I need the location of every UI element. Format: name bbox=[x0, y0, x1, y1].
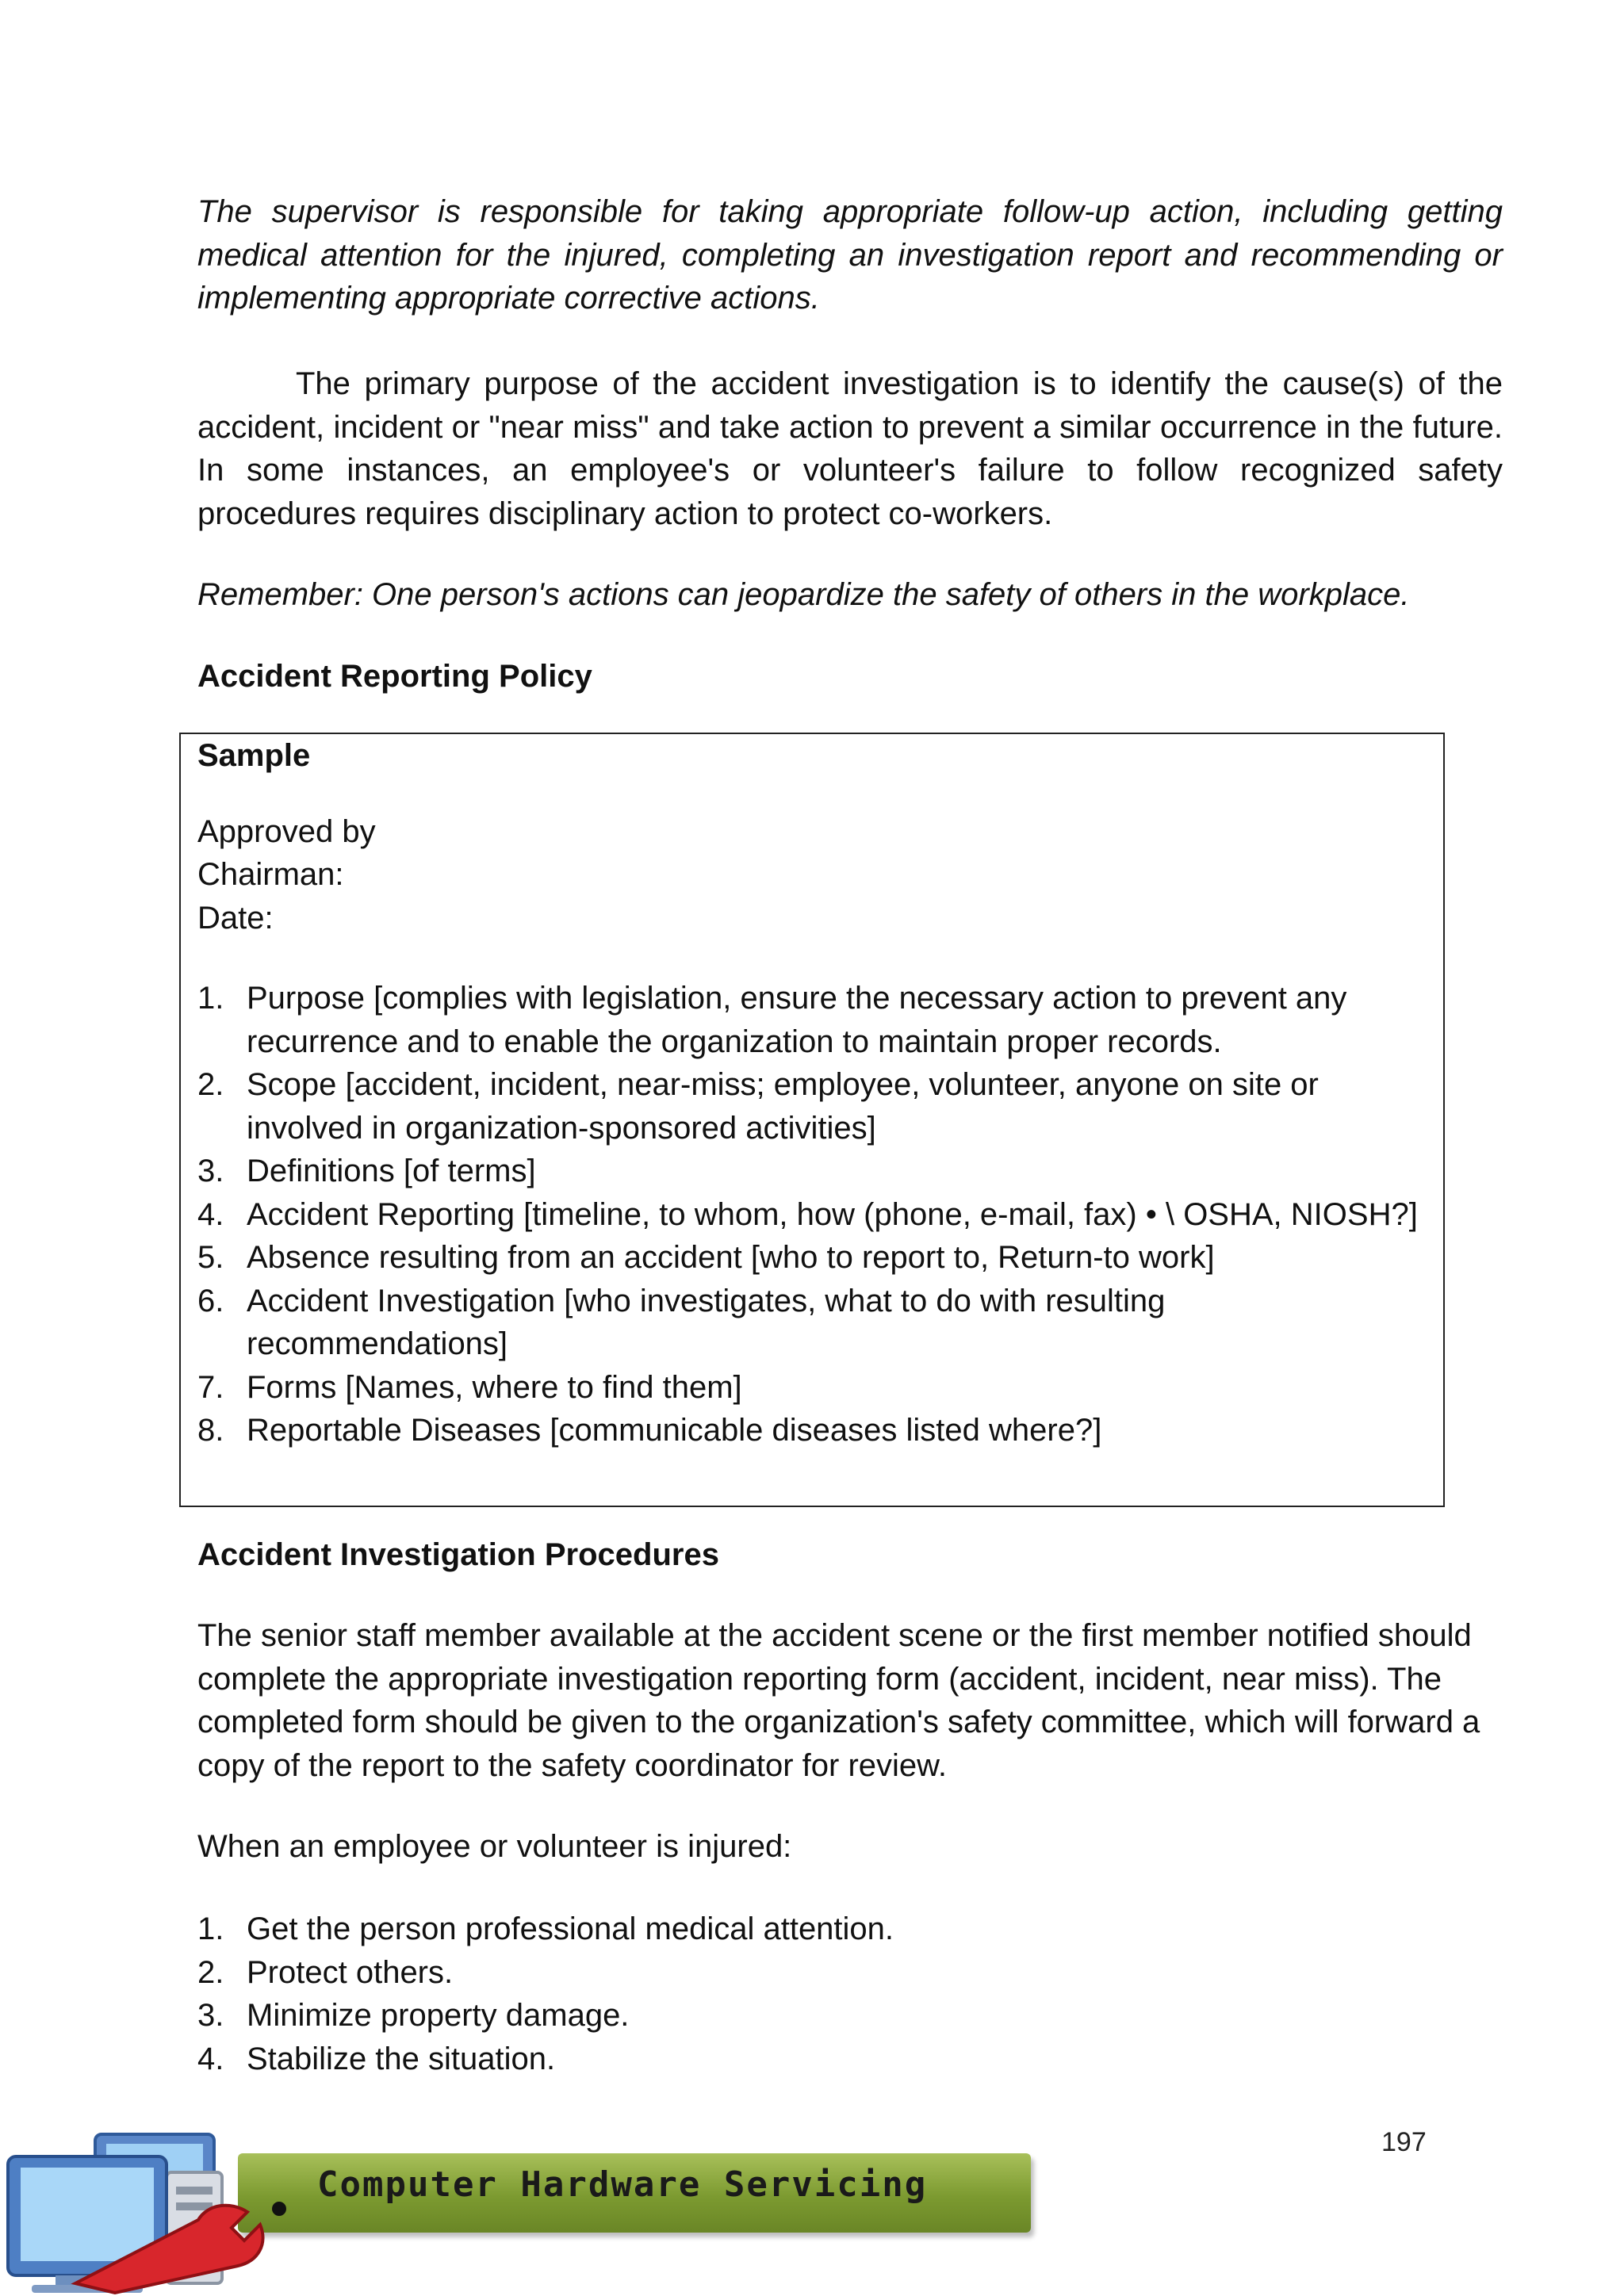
injured-intro: When an employee or volunteer is injured: bbox=[197, 1829, 792, 1864]
approved-by-label: Approved by bbox=[197, 813, 376, 849]
list-item: 6. Accident Investigation [who investigates, what to do with resulting recommendations] bbox=[197, 1283, 1166, 1361]
list-item: 2. Protect others. bbox=[197, 1954, 454, 1990]
date-label: Date: bbox=[197, 900, 274, 936]
intro-paragraph: The supervisor is responsible for taking appropriate follow-up action, including getting medical attention for the injured, completing an investigation report and recommending or implementing appropriate corrective actions. bbox=[197, 194, 1503, 316]
procedures-paragraph: The senior staff member available at the accident scene or the first member notified should complete the appropriate investigation reporting form (accident, incident, near miss). The completed form should be given to the organization's safety committee, which will forward a copy of the report to the safety coordinator for review. bbox=[197, 1618, 1480, 1783]
footer-title: Computer Hardware Servicing bbox=[317, 2164, 928, 2205]
list-item: 1. Get the person professional medical attention. bbox=[197, 1911, 894, 1946]
page-number: 197 bbox=[1381, 2127, 1427, 2157]
sample-policy-box bbox=[179, 733, 1445, 1507]
injured-steps-list bbox=[197, 1908, 1503, 2080]
list-item: 4. Stabilize the situation. bbox=[197, 2041, 556, 2076]
list-item: 4. Accident Reporting [timeline, to whom, how (phone, e-mail, fax) • \ OSHA, NIOSH?] bbox=[197, 1196, 1418, 1232]
list-item: 3. Minimize property damage. bbox=[197, 1998, 630, 2033]
list-item: 5. Absence resulting from an accident [who to report to, Return-to work] bbox=[197, 1240, 1215, 1275]
policy-items-list bbox=[197, 977, 1434, 1452]
remember-note: Remember: One person's actions can jeopardize the safety of others in the workplace. bbox=[197, 577, 1410, 612]
list-item: 2. Scope [accident, incident, near-miss; employee, volunteer, anyone on site or involved in organization-sponsored activities] bbox=[197, 1067, 1319, 1146]
list-item: 8. Reportable Diseases [communicable diseases listed where?] bbox=[197, 1413, 1102, 1448]
list-item: 1. Purpose [complies with legislation, ensure the necessary action to prevent any recurrence and to enable the organization to maintain proper records. bbox=[197, 981, 1347, 1059]
sample-title: Sample bbox=[197, 738, 311, 773]
list-item: 3. Definitions [of terms] bbox=[197, 1154, 536, 1188]
footer bbox=[0, 2125, 1063, 2296]
chairman-label: Chairman: bbox=[197, 857, 344, 892]
purpose-paragraph: The primary purpose of the accident investigation is to identify the cause(s) of the accident, incident or "near miss" and take action to prevent a similar occurrence in the future. In some instances, an employee's or volunteer's failure to follow recognized safety procedures requires disciplinary action to protect co-workers. bbox=[197, 366, 1503, 531]
policy-heading: Accident Reporting Policy bbox=[197, 659, 592, 694]
list-item: 7. Forms [Names, where to find them] bbox=[197, 1369, 742, 1405]
procedures-heading: Accident Investigation Procedures bbox=[197, 1537, 719, 1572]
computer-wrench-icon bbox=[0, 2125, 333, 2296]
